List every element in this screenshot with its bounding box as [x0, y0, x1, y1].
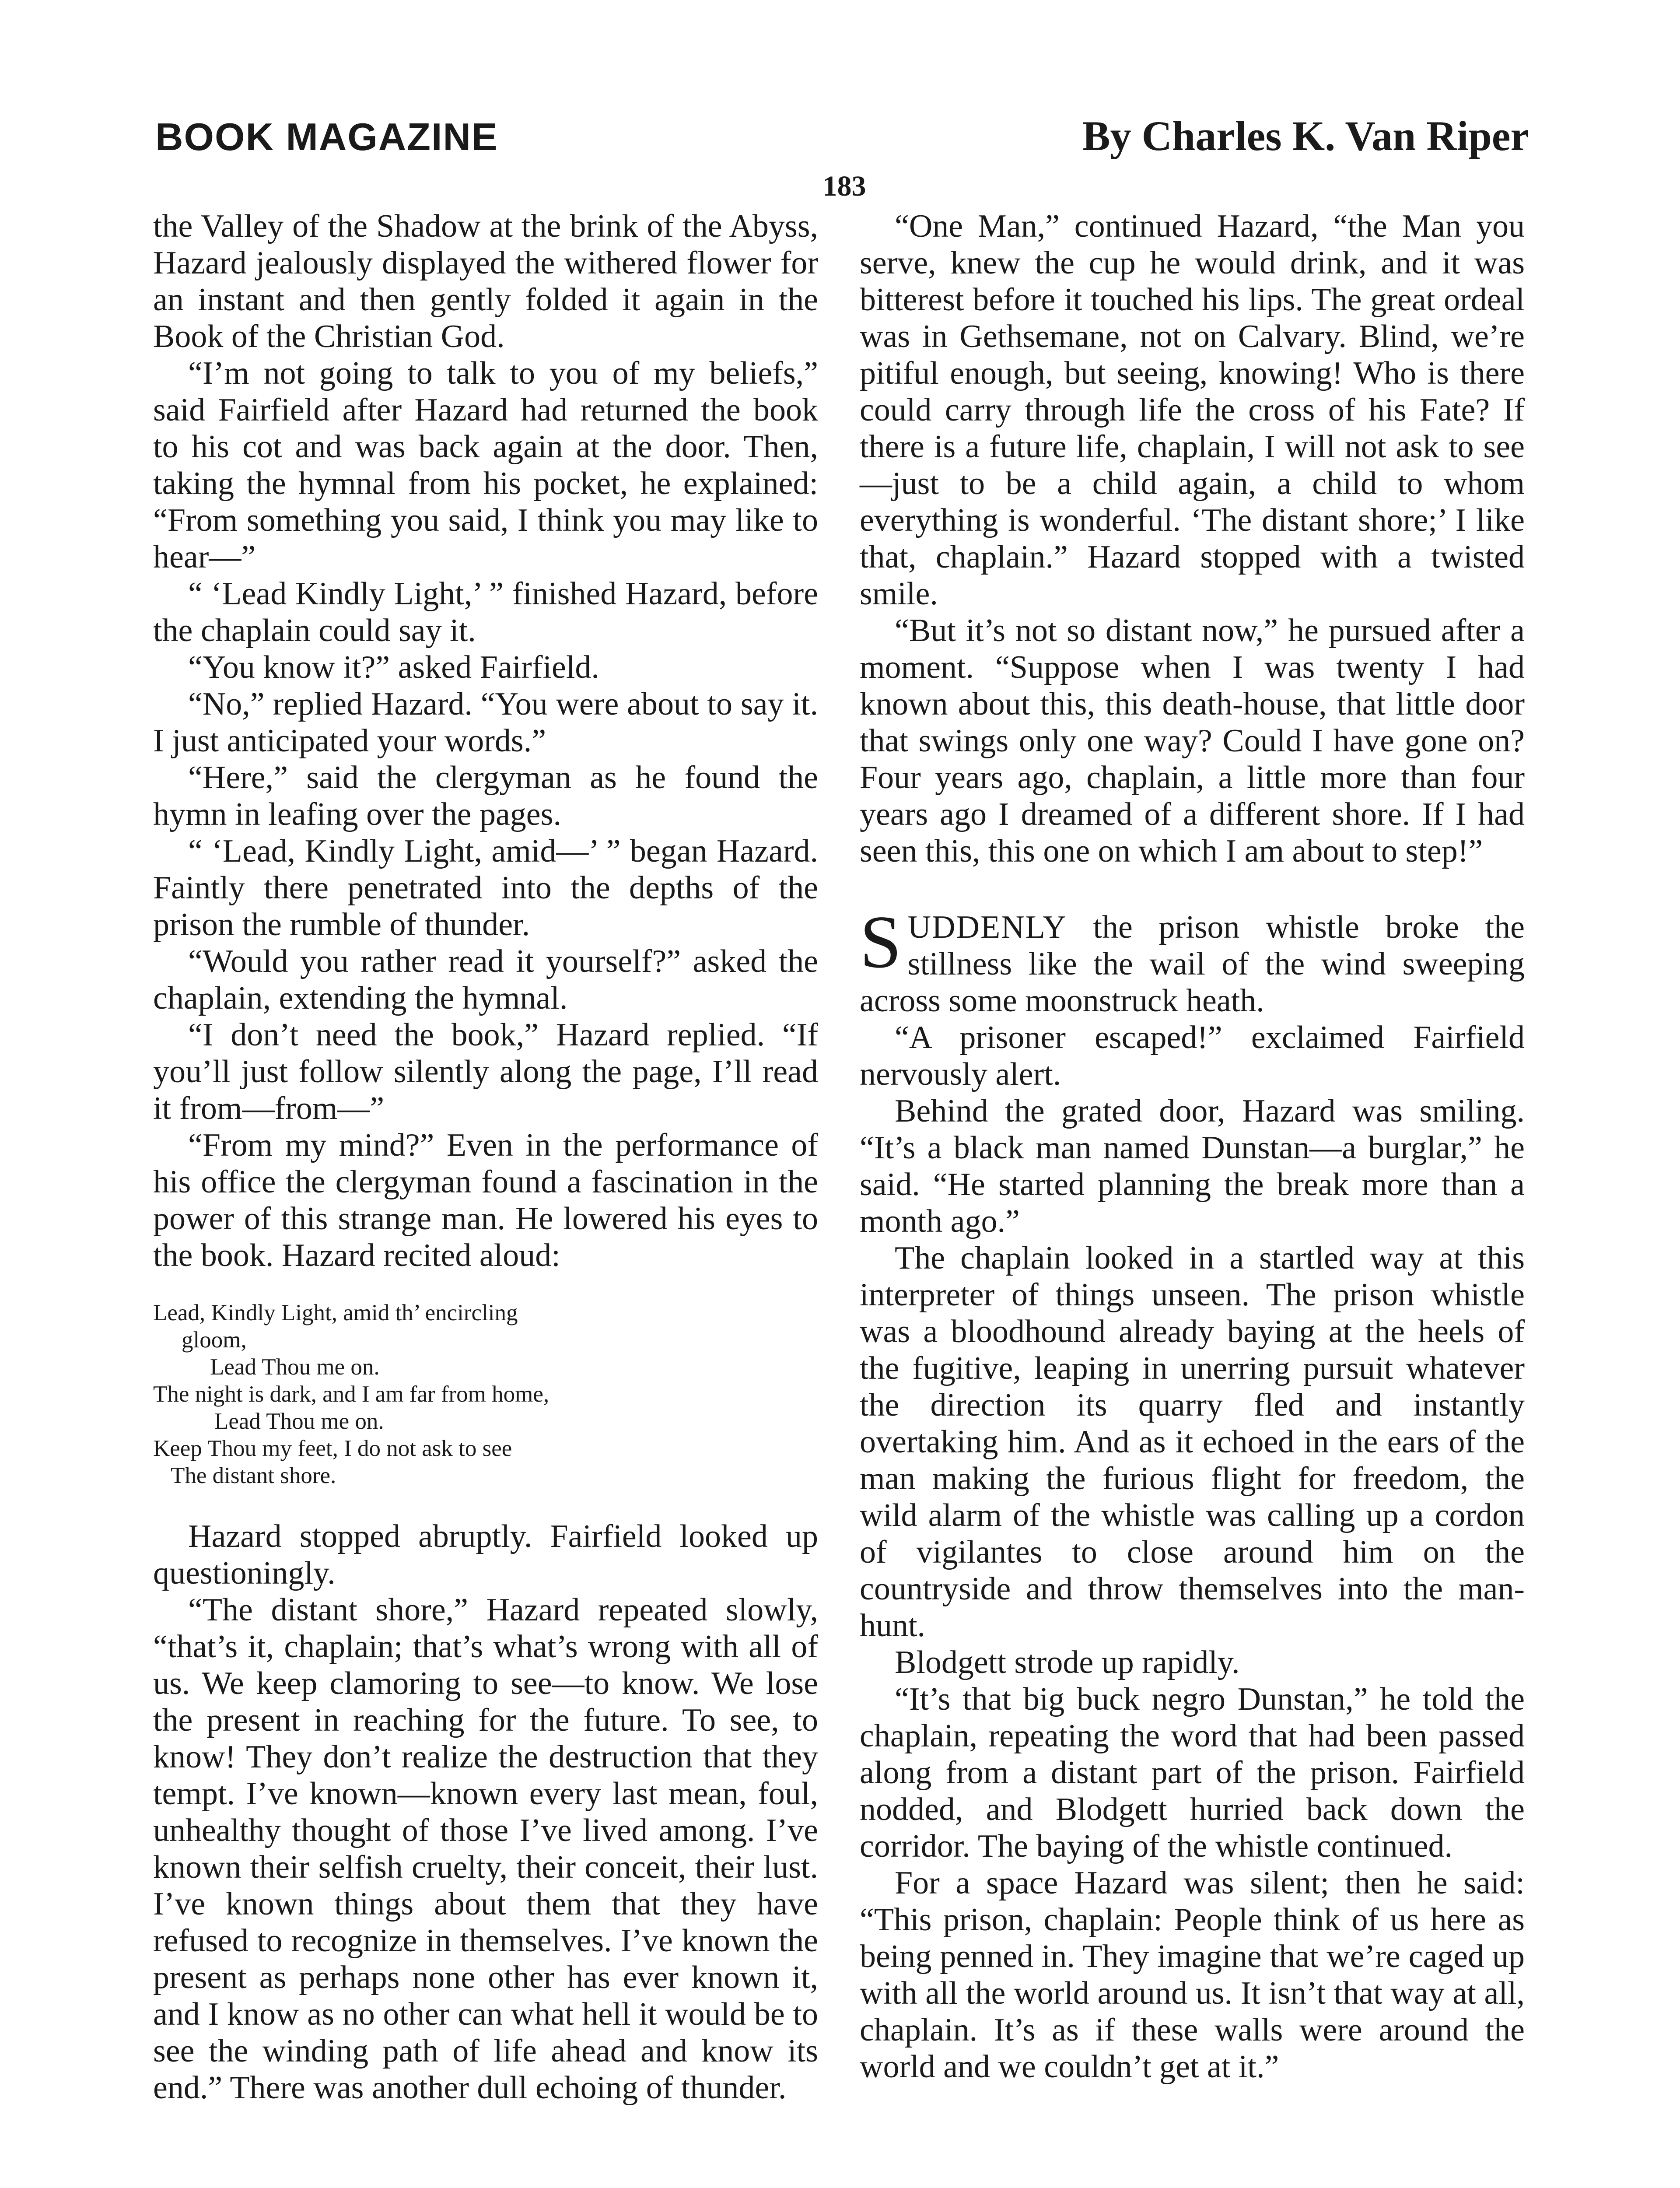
verse-line: gloom, — [182, 1327, 247, 1353]
paragraph: “It’s that big buck negro Dunstan,” he told the chaplain, repeating the word that had been passed along from a distant part of the prison. Fairfield nodded, and Blodgett hurried back down the corridor. The baying of the whistle continued. — [860, 1681, 1525, 1864]
paragraph: “I don’t need the book,” Hazard replied. “If you’ll just follow silently along the page, I’ll read it from—from—” — [153, 1017, 818, 1126]
paragraph: Behind the grated door, Hazard was smiling. “It’s a black man named Dunstan—a burglar,” he said. “He started planning the break more than a month ago.” — [860, 1093, 1525, 1239]
paragraph: “Here,” said the clergyman as he found the hymn in leafing over the pages. — [153, 760, 818, 832]
paragraph: “The distant shore,” Hazard repeated slowly, “that’s it, chaplain; that’s what’s wrong with all of us. We keep clamoring to see—to know. We lose the present in reaching for the future. To see, to know! They don’t realize the destruction that they tempt. I’ve known—known every last mean, foul, unhealthy thought of those I’ve lived among. I’ve known their selfish cruelty, their conceit, their lust. I’ve known things about them that they have refused to recognize in themselves. I’ve known the present as perhaps none other has ever known it, and I know as no other can what hell it would be to see the winding path of life ahead and know its end.” There was another dull echoing of thunder. — [153, 1592, 818, 2106]
paragraph-with-dropcap — [860, 901, 1525, 1019]
verse-line: The distant shore. — [171, 1463, 336, 1488]
paragraph: The chaplain looked in a startled way at this interpreter of things unseen. The prison whistle was a bloodhound already baying at the heels of the fugitive, leaping in unerring pursuit whatever the direction its quarry fled and instantly overtaking him. And as it echoed in the ears of the man making the furious flight for freedom, the wild alarm of the whistle was calling up a cordon of vigilantes to close around him on the countryside and throw themselves into the man-hunt. — [860, 1240, 1525, 1644]
verse-line: The night is dark, and I am far from home, — [153, 1382, 550, 1407]
paragraph-text: the prison whistle broke the stillness like the wail of the wind sweeping across some moonstruck heath. — [860, 909, 1525, 1019]
paragraph: the Valley of the Shadow at the brink of the Abyss, Hazard jealously displayed the withered flower for an instant and then gently folded it again in the Book of the Christian God. — [153, 208, 818, 354]
paragraph: For a space Hazard was silent; then he said: “This prison, chaplain: People think of us here as being penned in. They imagine that we’re caged up with all the world around us. It isn’t that way at all, chaplain. It’s as if these walls were around the world and we couldn’t get at it.” — [860, 1865, 1525, 2085]
small-caps-opening: UDDENLY — [907, 909, 1067, 945]
paragraph: Hazard stopped abruptly. Fairfield looked up questioningly. — [153, 1518, 818, 1591]
page-number: 183 — [822, 170, 866, 202]
paragraph: “I’m not going to talk to you of my beliefs,” said Fairfield after Hazard had returned the book to his cot and was back again at the door. Then, taking the hymnal from his pocket, he explained: “From something you said, I think you may like to hear—” — [153, 355, 818, 575]
paragraph: “ ‘Lead Kindly Light,’ ” finished Hazard, before the chaplain could say it. — [153, 576, 818, 649]
text-column-left — [153, 208, 818, 2106]
text-column-right — [860, 208, 1525, 2085]
hymn-verse — [153, 1299, 818, 1489]
paragraph: “A prisoner escaped!” exclaimed Fairfield nervously alert. — [860, 1020, 1525, 1092]
verse-line: Lead, Kindly Light, amid th’ encircling — [153, 1300, 518, 1325]
paragraph: “From my mind?” Even in the performance of his office the clergyman found a fascination in the power of this strange man. He lowered his eyes to the book. Hazard recited aloud: — [153, 1127, 818, 1273]
verse-line: Lead Thou me on. — [214, 1409, 384, 1434]
running-header-author: By Charles K. Van Riper — [1082, 112, 1529, 159]
drop-cap: S — [860, 901, 902, 984]
paragraph: “One Man,” continued Hazard, “the Man you serve, knew the cup he would drink, and it was bitterest before it touched his lips. The great ordeal was in Gethsemane, not on Calvary. Blind, we’re pitiful enough, but seeing, knowing! Who is there could carry through life the cross of his Fate? If there is a future life, chaplain, I will not ask to see—just to be a child again, a child to whom everything is wonderful. ‘The distant shore;’ I like that, chaplain.” Hazard stopped with a twisted smile. — [860, 208, 1525, 612]
verse-line: Lead Thou me on. — [210, 1354, 380, 1380]
paragraph: “No,” replied Hazard. “You were about to say it. I just anticipated your words.” — [153, 686, 818, 759]
verse-line: Keep Thou my feet, I do not ask to see — [153, 1436, 512, 1461]
running-header-magazine: BOOK MAGAZINE — [155, 115, 498, 158]
paragraph: “You know it?” asked Fairfield. — [188, 649, 599, 685]
paragraph: “Would you rather read it yourself?” asked the chaplain, extending the hymnal. — [153, 943, 818, 1016]
paragraph: “ ‘Lead, Kindly Light, amid—’ ” began Hazard. Faintly there penetrated into the depths of the prison the rumble of thunder. — [153, 833, 818, 943]
paragraph: Blodgett strode up rapidly. — [895, 1645, 1240, 1680]
paragraph: “But it’s not so distant now,” he pursued after a moment. “Suppose when I was twenty I had known about this, this death-house, that little door that swings only one way? Could I have gone on? Four years ago, chaplain, a little more than four years ago I dreamed of a different shore. If I had seen this, this one on which I am about to step!” — [860, 613, 1525, 869]
